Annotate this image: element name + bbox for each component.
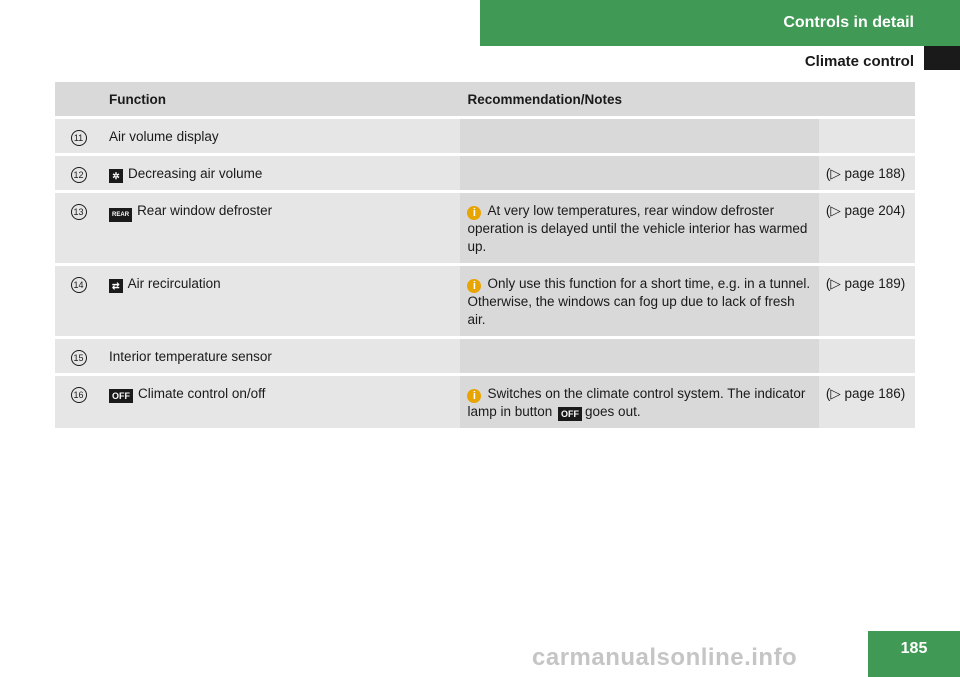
fan-low-icon: ✲ <box>109 169 123 183</box>
table-row <box>55 376 915 431</box>
off-button-icon: OFF <box>558 407 582 421</box>
page-ref-cell <box>819 193 915 266</box>
header-function: Function <box>102 82 460 119</box>
table-row <box>55 266 915 339</box>
note-text: Switches on the climate control system. The indicator lamp in button <box>467 386 806 419</box>
note-cell <box>460 266 818 339</box>
function-label: Air recirculation <box>127 276 221 291</box>
header-number <box>55 82 102 119</box>
header-page <box>819 82 915 119</box>
function-cell <box>102 156 460 193</box>
function-label: Interior temperature sensor <box>109 349 272 364</box>
row-number: 16 <box>71 387 87 403</box>
function-label: Air volume display <box>109 129 219 144</box>
row-number: 12 <box>71 167 87 183</box>
function-label: Rear window defroster <box>137 203 273 218</box>
info-icon: i <box>467 279 481 293</box>
table-row <box>55 156 915 193</box>
row-number-cell <box>55 119 102 156</box>
watermark: carmanualsonline.info <box>532 644 798 671</box>
rear-defrost-icon: REAR <box>109 208 132 222</box>
subsection-title: Climate control <box>804 53 914 70</box>
row-number-cell <box>55 376 102 431</box>
section-title: Controls in detail <box>783 14 914 31</box>
function-label: Climate control on/off <box>138 386 266 401</box>
function-cell <box>102 119 460 156</box>
page-ref-link[interactable]: (▷ page 188) <box>825 166 906 181</box>
row-number-cell <box>55 266 102 339</box>
table-row <box>55 193 915 266</box>
note-cell <box>460 376 818 431</box>
function-cell <box>102 193 460 266</box>
note-cell <box>460 156 818 193</box>
table-row <box>55 339 915 376</box>
row-number: 11 <box>71 130 87 146</box>
function-label: Decreasing air volume <box>128 166 263 181</box>
page-ref-cell <box>819 266 915 339</box>
page-number: 185 <box>868 631 960 677</box>
page-ref-cell <box>819 156 915 193</box>
page-ref-link[interactable]: (▷ page 204) <box>825 203 906 218</box>
recirculation-icon: ⇄ <box>109 279 123 293</box>
climate-control-table <box>55 82 915 431</box>
page-ref-cell <box>819 119 915 156</box>
note-text: Only use this function for a short time, e.g. in a tunnel. Otherwise, the windows can fog up due to lack of fresh air. <box>467 276 811 327</box>
page-ref-link[interactable]: (▷ page 186) <box>825 386 906 401</box>
function-cell <box>102 266 460 339</box>
note-cell <box>460 193 818 266</box>
section-tab-marker <box>924 46 960 70</box>
table-header-row <box>55 82 915 119</box>
row-number: 15 <box>71 350 87 366</box>
note-text: At very low temperatures, rear window defroster operation is delayed until the vehicle interior has warmed up. <box>467 203 808 254</box>
note-text-end: goes out. <box>585 404 641 419</box>
note-cell <box>460 339 818 376</box>
function-cell <box>102 376 460 431</box>
row-number-cell <box>55 339 102 376</box>
row-number-cell <box>55 156 102 193</box>
note-cell <box>460 119 818 156</box>
header-notes: Recommendation/Notes <box>460 82 818 119</box>
table-row <box>55 119 915 156</box>
function-cell <box>102 339 460 376</box>
info-icon: i <box>467 206 481 220</box>
page-ref-cell <box>819 339 915 376</box>
row-number: 13 <box>71 204 87 220</box>
off-button-icon: OFF <box>109 389 133 403</box>
section-header <box>480 0 960 46</box>
row-number: 14 <box>71 277 87 293</box>
row-number-cell <box>55 193 102 266</box>
info-icon: i <box>467 389 481 403</box>
page-ref-link[interactable]: (▷ page 189) <box>825 276 906 291</box>
page-ref-cell <box>819 376 915 431</box>
